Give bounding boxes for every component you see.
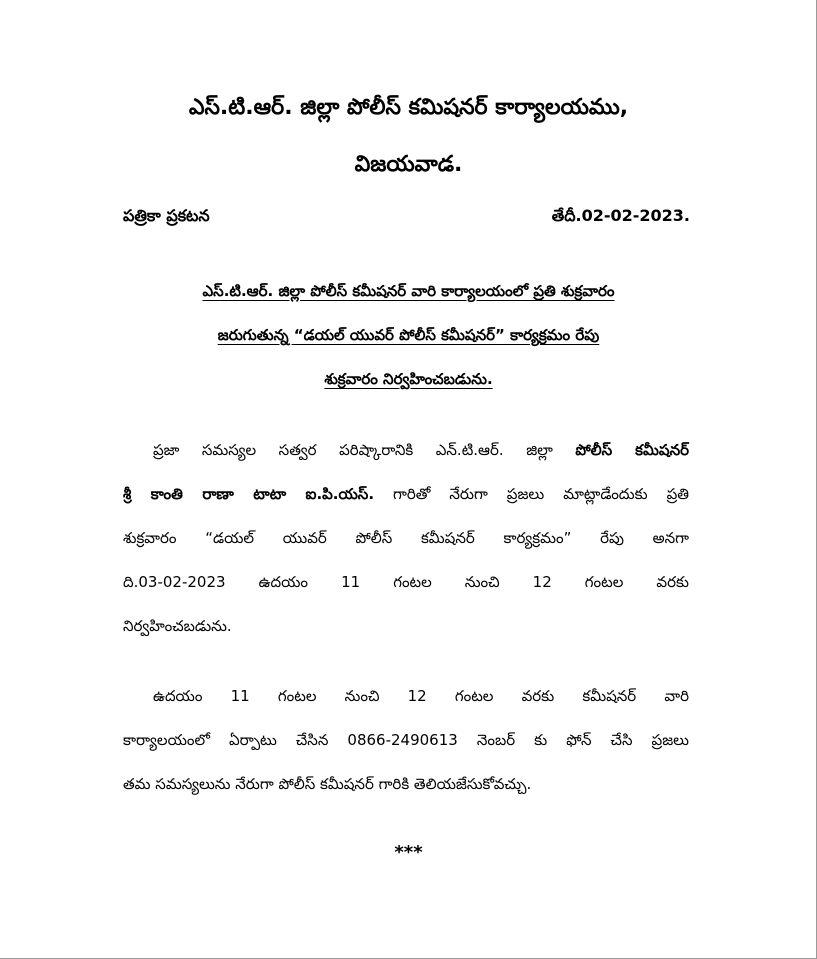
paragraph-2-line-2: కార్యాలయంలో ఏర్పాటు చేసిన 0866-2490613 నెంబర్ కు ఫోన్ చేసి ప్రజలు	[123, 731, 689, 749]
press-release-label: పత్రికా ప్రకటన	[123, 206, 210, 225]
subject-line-2-text: జరుగుతున్న “డయల్ యువర్ పోలీస్ కమీషనర్” కార్యక్రమం రేపు	[217, 326, 600, 344]
city-title: విజయవాడ.	[354, 152, 463, 177]
commissioner-name: శ్రీ కాంతి రాణా టాటా ఐ.పి.యస్.	[123, 485, 375, 503]
paragraph-1-line-1	[123, 428, 689, 472]
p1-line2-text: గారితో నేరుగా ప్రజలు మాట్లాడేందుకు ప్రతి	[374, 485, 689, 503]
p1-line1-text: ప్రజా సమస్యల సత్వర పరిష్కారానికి ఎన్.టి.ఆర్. జిల్లా	[153, 441, 576, 459]
body-paragraph-2	[123, 674, 689, 806]
paragraph-1-line-2	[123, 472, 689, 516]
body-paragraph-1	[123, 428, 689, 648]
subject-line-3-text: శుక్రవారం నిర్వహించబడును.	[324, 370, 493, 388]
release-date: తేదీ.02-02-2023.	[551, 206, 690, 225]
subject-line-1	[0, 282, 817, 304]
paragraph-1-line-5: నిర్వహించబడును.	[123, 617, 232, 635]
paragraph-1-line-3: శుక్రవారం “డయల్ యువర్ పోలీస్ కమీషనర్ కార్యక్రమం” రేపు అనగా	[123, 529, 689, 547]
subject-line-1-text: ఎస్.టి.ఆర్. జిల్లా పోలీస్ కమీషనర్ వారి కార్యాలయంలో ప్రతి శుక్రవారం	[202, 282, 615, 300]
commissioner-title: పోలీస్ కమీషనర్	[575, 441, 690, 459]
end-marker: ***	[394, 842, 423, 863]
paragraph-2-line-3: తమ సమస్యలును నేరుగా పోలీస్ కమీషనర్ గారికి తెలియజేసుకోవచ్చు.	[123, 775, 532, 793]
paragraph-1-line-4: ది.03-02-2023 ఉదయం 11 గంటల నుంచి 12 గంటల వరకు	[123, 573, 689, 591]
subject-line-3	[0, 370, 817, 392]
paragraph-2-line-1: ఉదయం 11 గంటల నుంచి 12 గంటల వరకు కమీషనర్ వారి	[153, 687, 689, 705]
subject-line-2	[0, 326, 817, 348]
office-title: ఎస్.టి.ఆర్. జిల్లా పోలీస్ కమిషనర్ కార్యాలయము,	[188, 95, 629, 120]
